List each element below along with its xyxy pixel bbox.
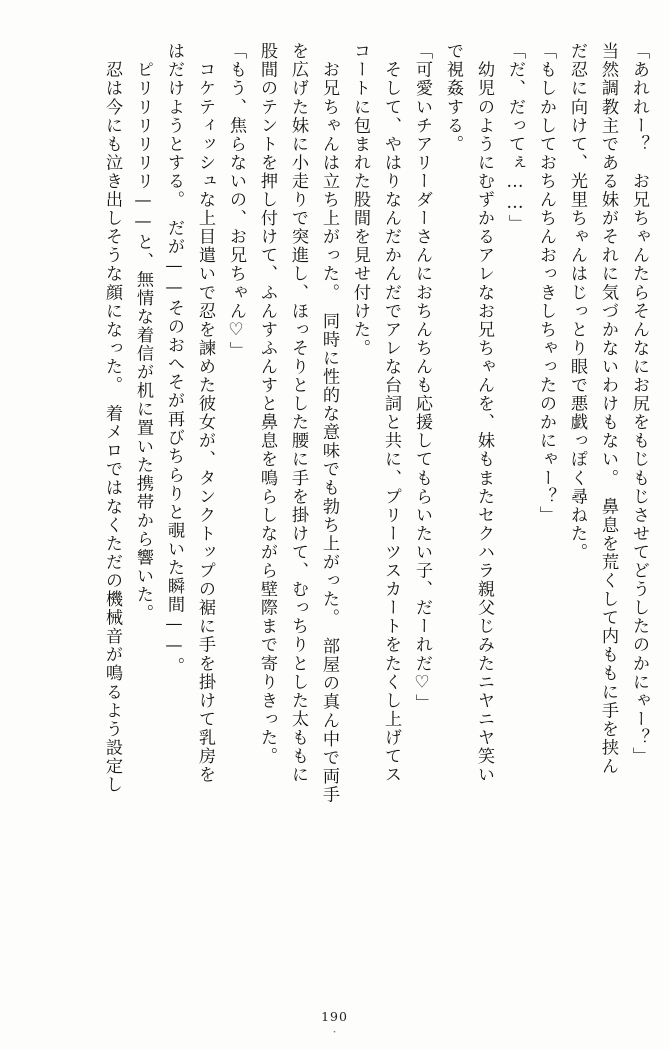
text-line: ピリリリリリリ——と、無情な着信が机に置いた携帯から響いた。 — [133, 42, 153, 623]
text-line: 幼児のようにむずかるアレなお兄ちゃんを、妹もまたセクハラ親父じみたニヤニヤ笑い — [474, 42, 494, 784]
page-footer-mark: ・ — [329, 1027, 340, 1037]
text-line: 「だ、だってぇ……」 — [505, 42, 525, 234]
text-line: そして、やはりなんだかんだでアレな台詞と共に、プリーツスカートをたくし上げてス — [381, 42, 401, 784]
text-line: で視姦する。 — [443, 42, 463, 154]
page-number: 190 — [321, 1009, 348, 1024]
text-line: を広げた妹に小走りで突進し、ほっそりとした腰に手を掛けて、むっちりとした太ももに — [288, 42, 308, 784]
text-line: はだけようとする。 だが——そのおへそが再びちらりと覗いた瞬間——。 — [164, 42, 184, 676]
text-line: コートに包まれた股間を見せ付けた。 — [350, 42, 370, 358]
text-line: だ忍に向けて、光里ちゃんはじっとり眼で悪戯っぽく尋ねた。 — [567, 42, 587, 562]
text-line: 「あれれー？ お兄ちゃんたらそんなにお尻をもじもじさせてどうしたのかにゃー？」 — [629, 42, 649, 766]
text-line: 「可愛いチアリーダーさんにおちんちんも応援してもらいたい子、だーれだ♡」 — [412, 42, 432, 713]
text-line: 当然調教主である妹がそれに気づかないわけもない。 鼻息を荒くして内ももに手を挟ん — [598, 42, 618, 776]
text-line: 股間のテントを押し付けて、ふんすふんすと鼻息を鳴らしながら壁際まで寄りきった。 — [257, 42, 277, 766]
vertical-text-body — [22, 42, 647, 988]
text-line: 「もう、焦らないの、お兄ちゃん♡」 — [226, 42, 246, 361]
text-line: 忍は今にも泣き出しそうな顔になった。 着メロではなくただの機械音が鳴るよう設定し — [102, 42, 122, 794]
text-line: 「もしかしておちんちんおっきしちゃったのかにゃー？」 — [536, 42, 556, 525]
text-line: お兄ちゃんは立ち上がった。 同時に性的な意味でも勃ち上がった。 部屋の真ん中で両手 — [319, 42, 339, 804]
text-line: コケティッシュな上目遣いで忍を諫めた彼女が、タンクトップの裾に手を掛けて乳房を — [195, 42, 215, 784]
